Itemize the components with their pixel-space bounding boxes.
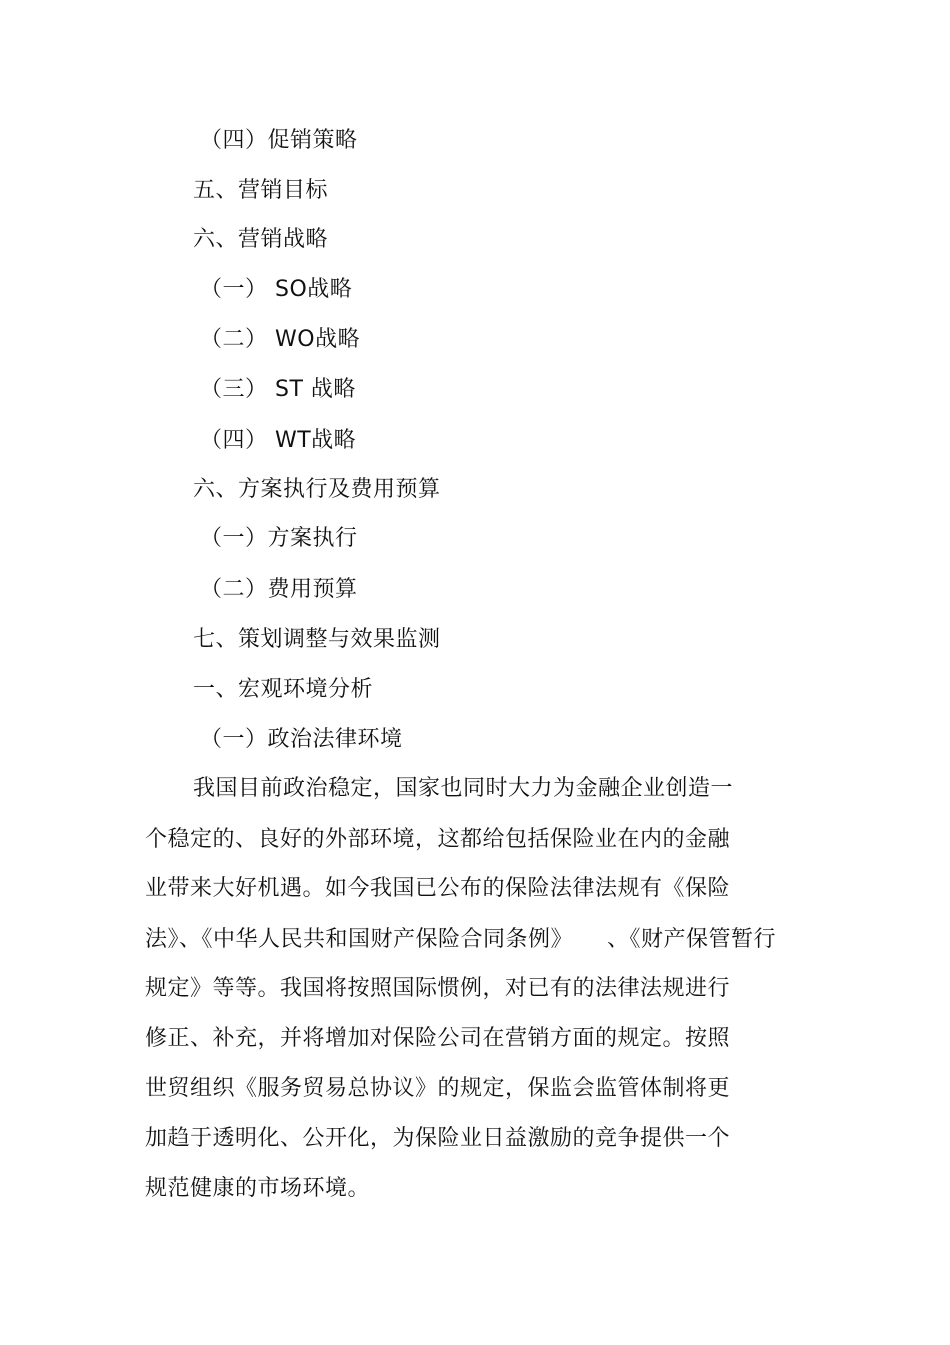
outline-item: （一）方案执行 xyxy=(200,526,358,551)
paragraph-line: 修正、补充，并将增加对保险公司在营销方面的规定。按照 xyxy=(145,1026,731,1051)
outline-item: （一） SO战略 xyxy=(200,277,353,302)
outline-item: （二） WO战略 xyxy=(200,327,361,352)
outline-item: 六、方案执行及费用预算 xyxy=(193,477,441,502)
paragraph-line: 我国目前政治稳定，国家也同时大力为金融企业创造一 xyxy=(193,776,734,801)
outline-item: 一、宏观环境分析 xyxy=(193,677,374,702)
outline-item: （一）政治法律环境 xyxy=(200,727,403,752)
outline-item: （三） ST 战略 xyxy=(200,377,356,402)
paragraph-line: 世贸组织《服务贸易总协议》的规定，保监会监管体制将更 xyxy=(145,1076,731,1101)
paragraph-line: 法》、《中华人民共和国财产保险合同条例》 、《财产保管暂行 xyxy=(145,927,777,952)
paragraph-line: 个稳定的、良好的外部环境，这都给包括保险业在内的金融 xyxy=(145,827,731,852)
paragraph-line: 规定》等等。我国将按照国际惯例，对已有的法律法规进行 xyxy=(145,976,731,1001)
outline-item: （四） WT战略 xyxy=(200,428,357,453)
paragraph-line: 加趋于透明化、公开化，为保险业日益激励的竞争提供一个 xyxy=(145,1126,731,1151)
paragraph-line: 业带来大好机遇。如今我国已公布的保险法律法规有《保险 xyxy=(145,876,731,901)
outline-item: （二）费用预算 xyxy=(200,577,358,602)
outline-item: （四）促销策略 xyxy=(200,128,358,153)
paragraph-line: 规范健康的市场环境。 xyxy=(145,1176,371,1201)
outline-item: 七、策划调整与效果监测 xyxy=(193,627,441,652)
outline-item: 五、营销目标 xyxy=(193,178,329,203)
outline-item: 六、营销战略 xyxy=(193,227,329,252)
